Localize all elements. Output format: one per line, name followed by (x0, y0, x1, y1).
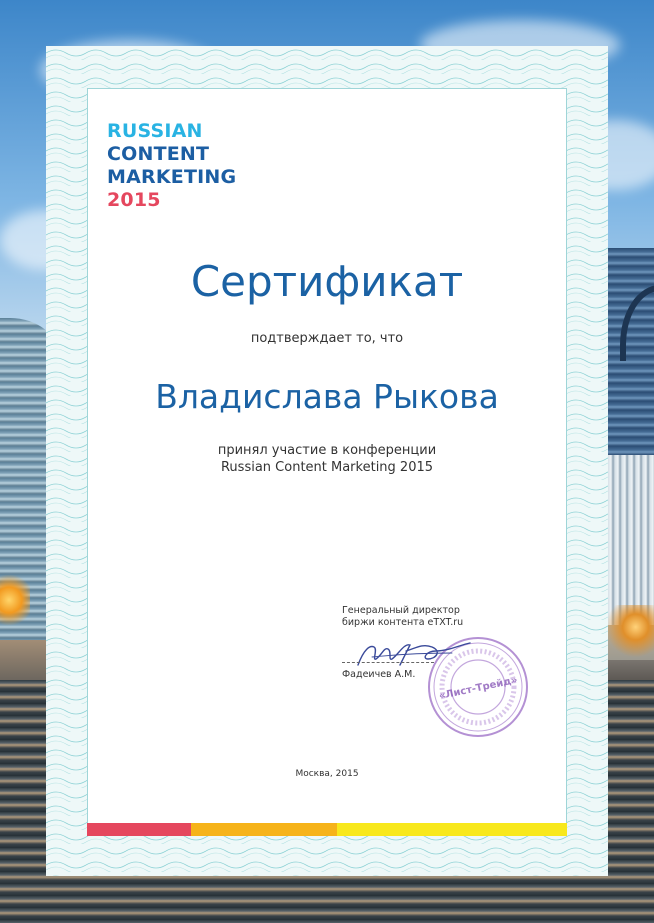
certificate-panel (87, 88, 567, 824)
recipient-name: Владислава Рыкова (155, 377, 499, 416)
strip-orange (191, 823, 337, 836)
building-lights (0, 570, 30, 630)
certificate (46, 46, 608, 876)
color-strip (87, 823, 567, 836)
conference-logo (107, 120, 236, 212)
participation-line: принял участие в конференции (217, 443, 437, 458)
strip-red (87, 823, 191, 836)
city-lights (608, 605, 654, 660)
participation-text (88, 442, 566, 476)
signer-company: биржи контента eTXT.ru (342, 617, 464, 628)
office-building (608, 455, 654, 625)
logo-line: RUSSIAN (107, 120, 203, 142)
stamp-text: «Лист-Трейд» (438, 674, 519, 703)
confirms-text: подтверждает то, что (250, 331, 404, 346)
conference-name: Russian Content Marketing 2015 (220, 460, 434, 475)
logo-line: CONTENT (107, 143, 210, 165)
signer-name: Фадеичев А.М. (342, 669, 416, 680)
strip-yellow (337, 823, 567, 836)
signer-title (342, 605, 463, 629)
logo-year: 2015 (107, 189, 161, 211)
certificate-title: Сертификат (190, 257, 464, 306)
signer-position: Генеральный директор (342, 605, 460, 616)
signature-line (342, 662, 434, 663)
signature-block (342, 605, 552, 735)
place-and-date: Москва, 2015 (295, 769, 359, 779)
logo-line: MARKETING (107, 166, 237, 188)
